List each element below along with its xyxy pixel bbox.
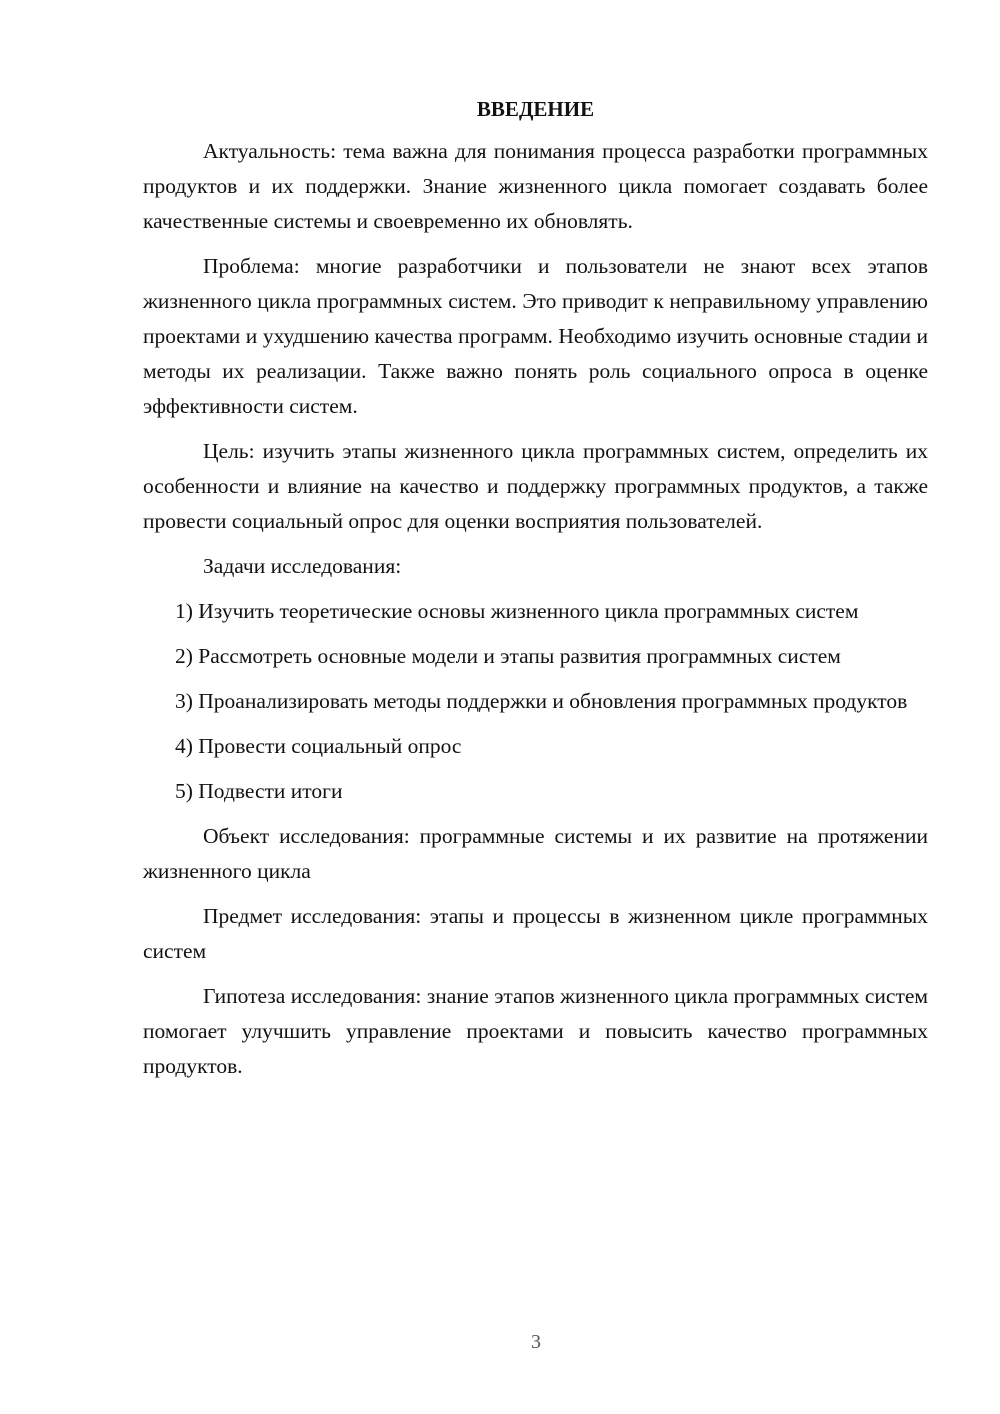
hypothesis-paragraph: Гипотеза исследования: знание этапов жизненного цикла программных систем помогает улучшить управление проектами и повысить качество программных продуктов. <box>143 984 928 1078</box>
task-item-5: 5) Подвести итоги <box>175 779 343 803</box>
page-title: ВВЕДЕНИЕ <box>476 97 595 121</box>
object-paragraph: Объект исследования: программные системы и их развитие на протяжении жизненного цикла <box>143 824 928 883</box>
task-item-1: 1) Изучить теоретические основы жизненного цикла программных систем <box>175 599 859 623</box>
subject-paragraph: Предмет исследования: этапы и процессы в жизненном цикле программных систем <box>143 904 928 963</box>
page-number: 3 <box>531 1331 541 1353</box>
goal-paragraph: Цель: изучить этапы жизненного цикла программных систем, определить их особенности и влияние на качество и поддержку программных продуктов, а также провести социальный опрос для оценки восприятия пользователей. <box>143 439 928 533</box>
document-page <box>143 92 928 1094</box>
relevance-paragraph: Актуальность: тема важна для понимания процесса разработки программных продуктов и их поддержки. Знание жизненного цикла помогает создавать более качественные системы и своевременно их обновлять. <box>143 139 928 233</box>
problem-paragraph: Проблема: многие разработчики и пользователи не знают всех этапов жизненного цикла программных систем. Это приводит к неправильному управлению проектами и ухудшению качества программ. Необходимо изучить основные стадии и методы их реализации. Также важно понять роль социального опроса в оценке эффективности систем. <box>143 254 928 418</box>
task-item-2: 2) Рассмотреть основные модели и этапы развития программных систем <box>175 644 841 668</box>
task-item-3: 3) Проанализировать методы поддержки и обновления программных продуктов <box>175 689 908 713</box>
tasks-heading: Задачи исследования: <box>203 554 402 578</box>
task-item-4: 4) Провести социальный опрос <box>175 734 462 758</box>
